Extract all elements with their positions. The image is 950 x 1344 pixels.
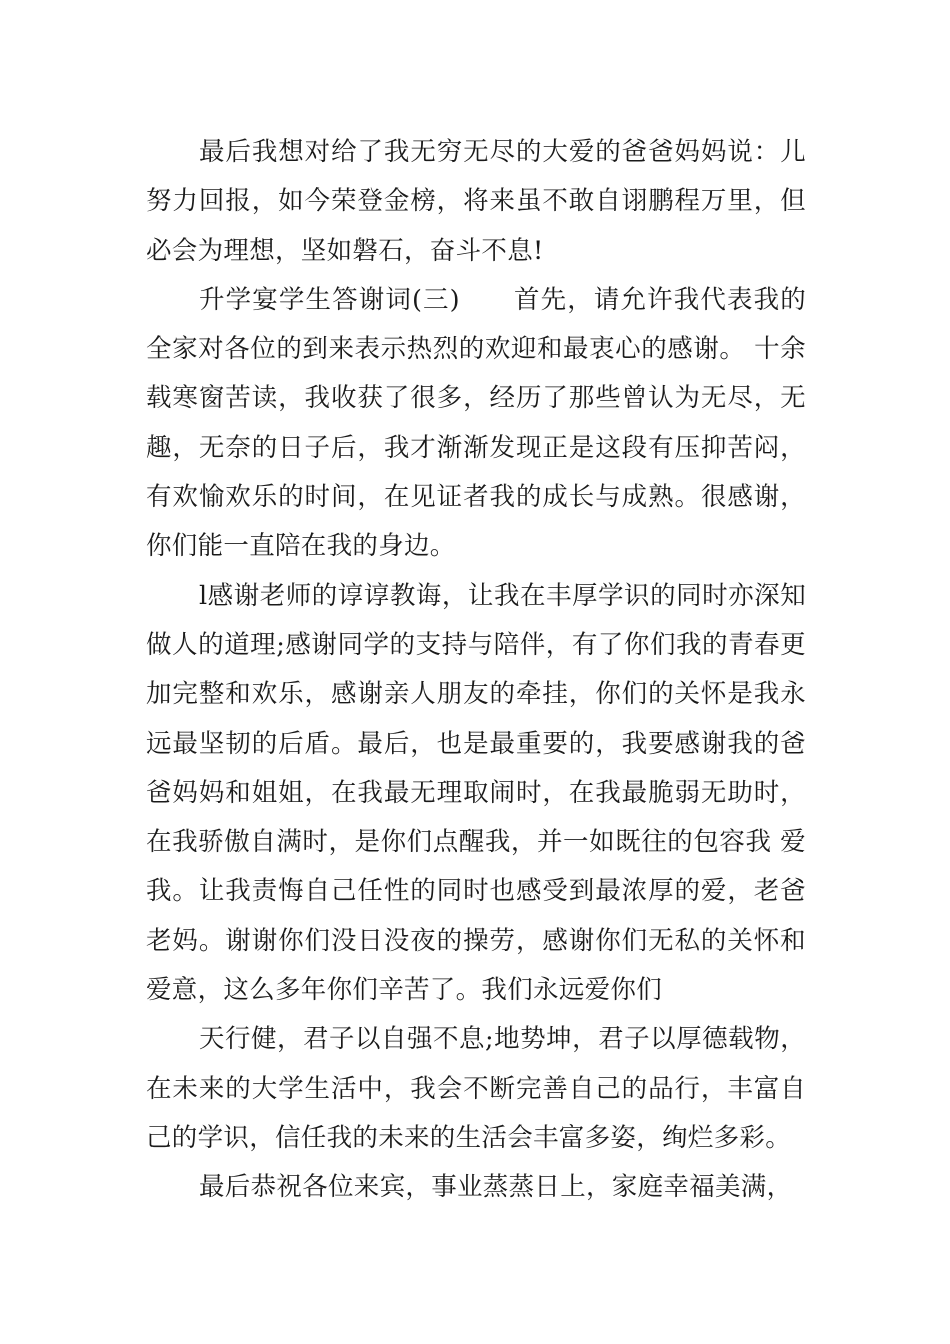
paragraph-4: 天行健，君子以自强不息;地势坤，君子以厚德载物，在未来的大学生活中，我会不断完善自己的品行，丰富自己的学识，信任我的未来的生活会丰富多姿，绚烂多彩。 (146, 1024, 806, 1153)
paragraph-1: 最后我想对给了我无穷无尽的大爱的爸爸妈妈说：儿努力回报，如今荣登金榜，将来虽不敢自诩鹏程万里，但必会为理想，坚如磐石，奋斗不息! (146, 137, 806, 266)
paragraph-2: 升学宴学生答谢词(三) 首先，请允许我代表我的全家对各位的到来表示热烈的欢迎和最衷心的感谢。 十余载寒窗苦读，我收获了很多，经历了那些曾认为无尽，无趣，无奈的日子后，我才渐渐发现正是这段有压抑苦闷，有欢愉欢乐的时间，在见证者我的成长与成熟。很感谢，你们能一直陪在我的身边。 (146, 284, 806, 562)
paragraph-5: 最后恭祝各位来宾，事业蒸蒸日上，家庭幸福美满， (199, 1172, 793, 1203)
paragraph-3: l感谢老师的谆谆教诲，让我在丰厚学识的同时亦深知做人的道理;感谢同学的支持与陪伴，有了你们我的青春更加完整和欢乐，感谢亲人朋友的牵挂，你们的关怀是我永远最坚韧的后盾。最后，也是最重要的，我要感谢我的爸爸妈妈和姐姐，在我最无理取闹时，在我最脆弱无助时，在我骄傲自满时，是你们点醒我，并一如既往的包容我 爱我。让我责悔自己任性的同时也感受到最浓厚的爱，老爸老妈。谢谢你们没日没夜的操劳，感谢你们无私的关怀和爱意，这么多年你们辛苦了。我们永远爱你们 (146, 580, 806, 1006)
document-body (146, 128, 806, 1213)
